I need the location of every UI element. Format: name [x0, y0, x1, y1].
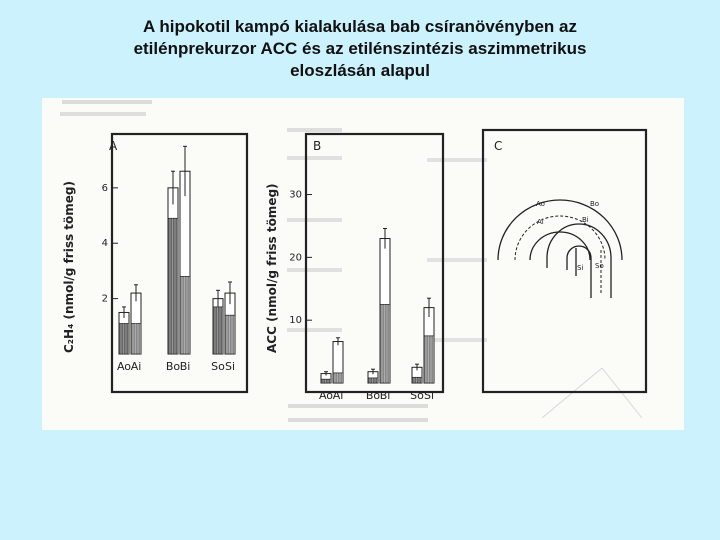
panel-c-label: C	[494, 139, 503, 153]
region-bo: Bo	[590, 200, 600, 208]
panel-a-category-label: Bi	[179, 360, 191, 373]
hook-middle-arc	[515, 216, 605, 260]
scanned-figure	[42, 98, 684, 430]
panel-a-bar-lower	[119, 324, 129, 354]
panel-a-category-label: So	[211, 360, 225, 373]
hook-diagram	[498, 200, 622, 298]
slide-title-line-1: A hipokotil kampó kialakulása bab csíranövényben az	[143, 17, 577, 36]
panel-b-category-label: Bo	[365, 389, 381, 402]
region-si: Si	[577, 264, 584, 272]
bleed-through-text	[60, 100, 642, 422]
region-ao: Ao	[536, 200, 545, 208]
panel-a-y-tick-label: 2	[101, 293, 108, 305]
panel-b-bar-lower	[368, 378, 378, 383]
panel-a-category-label: Si	[224, 360, 236, 373]
slide-title-line-3: eloszlásán alapul	[290, 61, 430, 80]
panel-a-bar-lower	[131, 324, 141, 354]
panel-a-bar-lower	[213, 307, 223, 354]
panel-a-y-tick-label: 4	[101, 238, 108, 250]
region-so: So	[595, 262, 604, 270]
panel-b-category-label: So	[410, 389, 424, 402]
panel-b-bar-lower	[321, 379, 331, 383]
panel-b-label: B	[313, 139, 322, 153]
panel-b-bar-lower	[424, 336, 434, 383]
panel-b-y-tick-label: 10	[289, 315, 302, 327]
figure-svg	[42, 98, 684, 430]
region-ai: Ai	[537, 218, 544, 226]
panel-b-y-axis-label: ACC (nmol/g friss tömeg)	[265, 183, 279, 353]
panel-a-y-axis-label: C₂H₄ (nmol/g friss tömeg)	[62, 181, 76, 353]
panel-a-y-tick-label: 6	[101, 182, 108, 194]
panel-b-bar-lower	[380, 304, 390, 383]
panel-a-chart	[102, 146, 235, 373]
panel-a-category-label: Ao	[116, 360, 132, 373]
panel-b-category-label: Ai	[332, 389, 344, 402]
panel-b-frame	[306, 134, 443, 392]
panel-b-category-label: Bi	[379, 389, 391, 402]
panel-b-category-label: Ao	[318, 389, 334, 402]
slide-title	[60, 16, 660, 82]
panel-a-label: A	[109, 139, 118, 153]
panel-b-category-label: Si	[423, 389, 435, 402]
hook-stem-inner	[567, 246, 591, 298]
panel-a-bar-lower	[180, 276, 190, 354]
panel-a-category-label: Bo	[165, 360, 181, 373]
panel-c-frame	[483, 130, 646, 392]
panel-a-bar-lower	[168, 218, 178, 354]
panel-b-y-tick-label: 30	[289, 189, 302, 201]
panel-a-bar-lower	[225, 315, 235, 354]
panel-b-bar-lower	[333, 373, 343, 383]
slide-title-line-2: etilénprekurzor ACC és az etilénszintézis aszimmetrikus	[133, 39, 587, 58]
panel-a-category-label: Ai	[130, 360, 142, 373]
panel-b-y-tick-label: 20	[289, 252, 302, 264]
panel-b-bar-lower	[412, 377, 422, 383]
region-bi: Bi	[582, 216, 589, 224]
